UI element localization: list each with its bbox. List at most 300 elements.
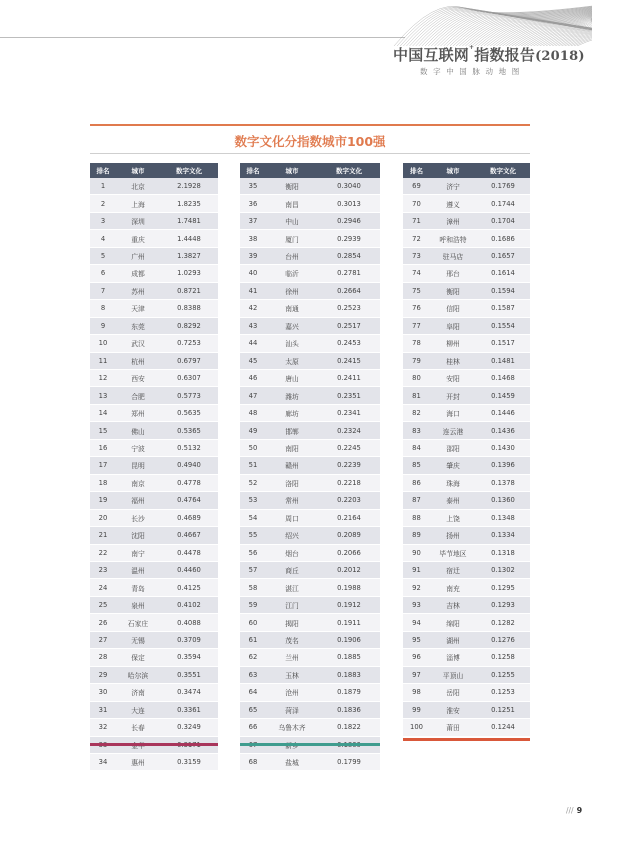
table-row xyxy=(90,178,218,195)
city-cell: 北京 xyxy=(116,178,160,195)
rank-cell: 77 xyxy=(403,317,430,334)
table-row xyxy=(240,631,380,648)
score-cell: 0.2411 xyxy=(318,369,380,386)
city-cell: 连云港 xyxy=(430,422,476,439)
score-cell: 0.1276 xyxy=(476,631,530,648)
score-cell: 0.6797 xyxy=(160,352,218,369)
city-cell: 衡阳 xyxy=(430,282,476,299)
rank-cell: 21 xyxy=(90,527,116,544)
score-cell: 0.3159 xyxy=(160,753,218,770)
city-cell: 湖州 xyxy=(430,631,476,648)
score-cell: 0.3040 xyxy=(318,178,380,195)
table-row xyxy=(90,300,218,317)
score-cell: 1.3827 xyxy=(160,247,218,264)
table-row xyxy=(403,631,530,648)
score-cell: 0.1378 xyxy=(476,474,530,491)
score-cell: 0.5365 xyxy=(160,422,218,439)
city-cell: 洛阳 xyxy=(266,474,318,491)
score-cell: 0.4764 xyxy=(160,492,218,509)
report-title-main: 中国互联网 xyxy=(393,46,470,64)
score-cell: 0.5773 xyxy=(160,387,218,404)
table-row xyxy=(403,282,530,299)
city-cell: 沈阳 xyxy=(116,527,160,544)
rank-cell: 42 xyxy=(240,300,266,317)
rank-cell: 86 xyxy=(403,474,430,491)
city-cell: 徐州 xyxy=(266,282,318,299)
city-cell: 重庆 xyxy=(116,230,160,247)
city-cell: 福州 xyxy=(116,492,160,509)
score-cell: 0.4125 xyxy=(160,579,218,596)
table-row xyxy=(240,701,380,718)
rank-cell: 22 xyxy=(90,544,116,561)
score-cell: 0.4460 xyxy=(160,561,218,578)
table-row xyxy=(240,317,380,334)
table-row xyxy=(90,230,218,247)
score-cell: 0.4102 xyxy=(160,596,218,613)
rank-cell: 14 xyxy=(90,404,116,421)
table-row xyxy=(90,561,218,578)
table-row xyxy=(240,300,380,317)
rank-cell: 36 xyxy=(240,195,266,212)
score-cell: 1.7481 xyxy=(160,212,218,229)
rank-cell: 59 xyxy=(240,596,266,613)
table-row xyxy=(90,527,218,544)
page-marker: /// xyxy=(566,806,574,815)
rank-cell: 82 xyxy=(403,404,430,421)
table-row xyxy=(240,178,380,195)
table-row xyxy=(90,369,218,386)
rank-cell: 16 xyxy=(90,439,116,456)
rank-cell: 2 xyxy=(90,195,116,212)
rank-cell: 89 xyxy=(403,527,430,544)
table-row xyxy=(90,544,218,561)
rank-cell: 1 xyxy=(90,178,116,195)
score-cell: 0.1614 xyxy=(476,265,530,282)
city-cell: 宁波 xyxy=(116,439,160,456)
rank-cell: 45 xyxy=(240,352,266,369)
table-row xyxy=(403,387,530,404)
header-wave-decoration xyxy=(392,0,592,46)
score-cell: 0.1883 xyxy=(318,666,380,683)
rank-cell: 72 xyxy=(403,230,430,247)
table-row xyxy=(403,422,530,439)
rank-cell: 91 xyxy=(403,561,430,578)
score-cell: 0.2854 xyxy=(318,247,380,264)
city-cell: 珠海 xyxy=(430,474,476,491)
city-cell: 南京 xyxy=(116,474,160,491)
city-header: 城市 xyxy=(266,163,318,178)
rank-cell: 19 xyxy=(90,492,116,509)
table-row xyxy=(240,753,380,770)
table-row xyxy=(240,596,380,613)
score-cell: 0.1251 xyxy=(476,701,530,718)
city-cell: 唐山 xyxy=(266,369,318,386)
score-cell: 1.0293 xyxy=(160,265,218,282)
city-cell: 东莞 xyxy=(116,317,160,334)
score-cell: 0.8292 xyxy=(160,317,218,334)
score-header: 数字文化 xyxy=(318,163,380,178)
table-row xyxy=(240,422,380,439)
city-cell: 太原 xyxy=(266,352,318,369)
city-cell: 无锡 xyxy=(116,631,160,648)
score-cell: 0.1348 xyxy=(476,509,530,526)
city-cell: 温州 xyxy=(116,561,160,578)
score-cell: 2.1928 xyxy=(160,178,218,195)
rank-header: 排名 xyxy=(240,163,266,178)
city-cell: 大连 xyxy=(116,701,160,718)
score-cell: 0.1704 xyxy=(476,212,530,229)
score-cell: 0.2946 xyxy=(318,212,380,229)
city-cell: 揭阳 xyxy=(266,614,318,631)
rank-cell: 85 xyxy=(403,457,430,474)
table-row xyxy=(90,352,218,369)
rank-cell: 39 xyxy=(240,247,266,264)
table-row xyxy=(240,561,380,578)
score-cell: 0.2066 xyxy=(318,544,380,561)
rank-cell: 50 xyxy=(240,439,266,456)
table-row xyxy=(240,265,380,282)
rank-cell: 81 xyxy=(403,387,430,404)
city-cell: 玉林 xyxy=(266,666,318,683)
rank-cell: 94 xyxy=(403,614,430,631)
table-row xyxy=(240,335,380,352)
score-cell: 0.1318 xyxy=(476,544,530,561)
score-cell: 0.1293 xyxy=(476,596,530,613)
header-rule xyxy=(0,37,405,38)
city-cell: 哈尔滨 xyxy=(116,666,160,683)
city-cell: 台州 xyxy=(266,247,318,264)
table-row xyxy=(403,457,530,474)
score-cell: 0.8388 xyxy=(160,300,218,317)
page-number-value: 9 xyxy=(576,806,583,815)
rank-cell: 70 xyxy=(403,195,430,212)
table-row xyxy=(240,457,380,474)
score-cell: 0.1554 xyxy=(476,317,530,334)
score-cell: 0.2324 xyxy=(318,422,380,439)
rank-cell: 87 xyxy=(403,492,430,509)
city-cell: 杭州 xyxy=(116,352,160,369)
city-cell: 南宁 xyxy=(116,544,160,561)
rank-cell: 92 xyxy=(403,579,430,596)
score-cell: 0.1446 xyxy=(476,404,530,421)
rank-cell: 44 xyxy=(240,335,266,352)
score-cell: 1.4448 xyxy=(160,230,218,247)
rank-cell: 57 xyxy=(240,561,266,578)
table-row xyxy=(403,684,530,701)
city-cell: 潍坊 xyxy=(266,387,318,404)
table-row xyxy=(403,561,530,578)
city-cell: 泰州 xyxy=(430,492,476,509)
table-row xyxy=(240,684,380,701)
rank-cell: 63 xyxy=(240,666,266,683)
table-row xyxy=(90,631,218,648)
score-cell: 0.3249 xyxy=(160,719,218,736)
city-cell: 乌鲁木齐 xyxy=(266,719,318,736)
city-cell: 兰州 xyxy=(266,649,318,666)
score-cell: 1.8235 xyxy=(160,195,218,212)
city-cell: 保定 xyxy=(116,649,160,666)
city-cell: 扬州 xyxy=(430,527,476,544)
city-cell: 佛山 xyxy=(116,422,160,439)
score-cell: 0.5635 xyxy=(160,404,218,421)
city-cell: 上饶 xyxy=(430,509,476,526)
table-row xyxy=(90,649,218,666)
table-row xyxy=(90,439,218,456)
city-cell: 上海 xyxy=(116,195,160,212)
table-row xyxy=(90,195,218,212)
report-title xyxy=(393,44,583,65)
rank-cell: 99 xyxy=(403,701,430,718)
report-year: (2018) xyxy=(535,49,585,64)
table-row xyxy=(403,335,530,352)
score-cell: 0.2245 xyxy=(318,439,380,456)
table-row xyxy=(240,369,380,386)
score-cell: 0.1459 xyxy=(476,387,530,404)
city-cell: 天津 xyxy=(116,300,160,317)
table-row xyxy=(90,719,218,736)
rank-cell: 51 xyxy=(240,457,266,474)
score-cell: 0.1282 xyxy=(476,614,530,631)
table-row xyxy=(403,300,530,317)
city-cell: 岳阳 xyxy=(430,684,476,701)
score-cell: 0.1587 xyxy=(476,300,530,317)
city-cell: 肇庆 xyxy=(430,457,476,474)
score-cell: 0.1686 xyxy=(476,230,530,247)
table-row xyxy=(403,492,530,509)
score-cell: 0.2939 xyxy=(318,230,380,247)
score-cell: 0.2781 xyxy=(318,265,380,282)
score-cell: 0.6307 xyxy=(160,369,218,386)
table-row xyxy=(90,335,218,352)
score-cell: 0.2341 xyxy=(318,404,380,421)
city-cell: 周口 xyxy=(266,509,318,526)
city-cell: 邯郸 xyxy=(266,422,318,439)
rank-cell: 100 xyxy=(403,719,430,736)
table-row xyxy=(90,387,218,404)
rank-cell: 40 xyxy=(240,265,266,282)
score-cell: 0.1253 xyxy=(476,684,530,701)
rank-cell: 58 xyxy=(240,579,266,596)
city-cell: 合肥 xyxy=(116,387,160,404)
rank-cell: 26 xyxy=(90,614,116,631)
table-row xyxy=(240,544,380,561)
table-row xyxy=(403,247,530,264)
table-row xyxy=(90,701,218,718)
table-row xyxy=(90,614,218,631)
city-cell: 邢台 xyxy=(430,265,476,282)
score-cell: 0.2239 xyxy=(318,457,380,474)
score-cell: 0.1911 xyxy=(318,614,380,631)
score-cell: 0.3594 xyxy=(160,649,218,666)
city-cell: 南充 xyxy=(430,579,476,596)
rank-cell: 65 xyxy=(240,701,266,718)
rank-cell: 96 xyxy=(403,649,430,666)
city-cell: 郑州 xyxy=(116,404,160,421)
table-row xyxy=(240,509,380,526)
score-cell: 0.1769 xyxy=(476,178,530,195)
rank-cell: 78 xyxy=(403,335,430,352)
city-cell: 厦门 xyxy=(266,230,318,247)
score-cell: 0.1822 xyxy=(318,719,380,736)
score-cell: 0.1468 xyxy=(476,369,530,386)
score-cell: 0.4667 xyxy=(160,527,218,544)
rank-cell: 3 xyxy=(90,212,116,229)
rank-cell: 80 xyxy=(403,369,430,386)
score-cell: 0.1744 xyxy=(476,195,530,212)
table-row xyxy=(240,579,380,596)
city-header: 城市 xyxy=(430,163,476,178)
city-cell: 菏泽 xyxy=(266,701,318,718)
score-cell: 0.2351 xyxy=(318,387,380,404)
city-cell: 遵义 xyxy=(430,195,476,212)
score-cell: 0.4689 xyxy=(160,509,218,526)
rank-cell: 56 xyxy=(240,544,266,561)
score-cell: 0.4778 xyxy=(160,474,218,491)
score-cell: 0.2415 xyxy=(318,352,380,369)
rank-cell: 79 xyxy=(403,352,430,369)
city-cell: 深圳 xyxy=(116,212,160,229)
table-row xyxy=(240,230,380,247)
rank-cell: 74 xyxy=(403,265,430,282)
rank-cell: 31 xyxy=(90,701,116,718)
score-cell: 0.3013 xyxy=(318,195,380,212)
rank-cell: 20 xyxy=(90,509,116,526)
table-row xyxy=(403,404,530,421)
city-cell: 邵阳 xyxy=(430,439,476,456)
table-row xyxy=(90,212,218,229)
rank-cell: 8 xyxy=(90,300,116,317)
score-cell: 0.1517 xyxy=(476,335,530,352)
city-cell: 济南 xyxy=(116,684,160,701)
rank-cell: 52 xyxy=(240,474,266,491)
score-cell: 0.2012 xyxy=(318,561,380,578)
rank-cell: 43 xyxy=(240,317,266,334)
table-row xyxy=(90,457,218,474)
score-cell: 0.1988 xyxy=(318,579,380,596)
city-cell: 海口 xyxy=(430,404,476,421)
table-row xyxy=(240,649,380,666)
table-row xyxy=(90,317,218,334)
score-cell: 0.3361 xyxy=(160,701,218,718)
city-cell: 南通 xyxy=(266,300,318,317)
city-cell: 武汉 xyxy=(116,335,160,352)
rank-cell: 23 xyxy=(90,561,116,578)
city-cell: 常州 xyxy=(266,492,318,509)
table-row xyxy=(403,195,530,212)
score-cell: 0.4478 xyxy=(160,544,218,561)
city-cell: 安阳 xyxy=(430,369,476,386)
city-cell: 阜阳 xyxy=(430,317,476,334)
rank-cell: 97 xyxy=(403,666,430,683)
rank-cell: 10 xyxy=(90,335,116,352)
table-row xyxy=(403,579,530,596)
rank-cell: 73 xyxy=(403,247,430,264)
table-row xyxy=(90,492,218,509)
table-row xyxy=(240,527,380,544)
rank-cell: 27 xyxy=(90,631,116,648)
rank-cell: 83 xyxy=(403,422,430,439)
table-row xyxy=(90,404,218,421)
city-cell: 济宁 xyxy=(430,178,476,195)
score-cell: 0.1360 xyxy=(476,492,530,509)
score-header: 数字文化 xyxy=(476,163,530,178)
city-cell: 赣州 xyxy=(266,457,318,474)
report-title-rest: 指数报告 xyxy=(474,46,536,64)
table-row xyxy=(403,701,530,718)
score-cell: 0.1302 xyxy=(476,561,530,578)
report-subtitle: 数字中国脉动地图 xyxy=(420,67,525,76)
table-1-accent-bar xyxy=(90,743,218,746)
rank-cell: 13 xyxy=(90,387,116,404)
city-cell: 沧州 xyxy=(266,684,318,701)
score-cell: 0.7253 xyxy=(160,335,218,352)
city-cell: 柳州 xyxy=(430,335,476,352)
table-row xyxy=(403,544,530,561)
table-row xyxy=(403,527,530,544)
rank-header: 排名 xyxy=(403,163,430,178)
city-cell: 漳州 xyxy=(430,212,476,229)
score-cell: 0.2664 xyxy=(318,282,380,299)
rank-cell: 54 xyxy=(240,509,266,526)
city-cell: 淮安 xyxy=(430,701,476,718)
city-cell: 湛江 xyxy=(266,579,318,596)
city-cell: 莆田 xyxy=(430,719,476,736)
city-cell: 绵阳 xyxy=(430,614,476,631)
score-cell: 0.2203 xyxy=(318,492,380,509)
rank-cell: 17 xyxy=(90,457,116,474)
table-row xyxy=(90,666,218,683)
rank-cell: 49 xyxy=(240,422,266,439)
rank-cell: 35 xyxy=(240,178,266,195)
rank-header: 排名 xyxy=(90,163,116,178)
rank-cell: 71 xyxy=(403,212,430,229)
rank-cell: 64 xyxy=(240,684,266,701)
rank-cell: 5 xyxy=(90,247,116,264)
score-cell: 0.1255 xyxy=(476,666,530,683)
city-cell: 廊坊 xyxy=(266,404,318,421)
rank-cell: 75 xyxy=(403,282,430,299)
rank-cell: 60 xyxy=(240,614,266,631)
table-row xyxy=(240,492,380,509)
score-cell: 0.1436 xyxy=(476,422,530,439)
score-cell: 0.1334 xyxy=(476,527,530,544)
city-cell: 衡阳 xyxy=(266,178,318,195)
city-cell: 汕头 xyxy=(266,335,318,352)
city-cell: 临沂 xyxy=(266,265,318,282)
city-cell: 茂名 xyxy=(266,631,318,648)
table-row xyxy=(403,719,530,736)
table-row xyxy=(90,579,218,596)
city-cell: 南阳 xyxy=(266,439,318,456)
rank-cell: 9 xyxy=(90,317,116,334)
table-row xyxy=(90,265,218,282)
score-cell: 0.2089 xyxy=(318,527,380,544)
score-cell: 0.1836 xyxy=(318,701,380,718)
rank-cell: 34 xyxy=(90,753,116,770)
score-cell: 0.1657 xyxy=(476,247,530,264)
rank-cell: 84 xyxy=(403,439,430,456)
city-cell: 开封 xyxy=(430,387,476,404)
city-cell: 昆明 xyxy=(116,457,160,474)
score-cell: 0.3709 xyxy=(160,631,218,648)
score-cell: 0.3551 xyxy=(160,666,218,683)
rank-cell: 12 xyxy=(90,369,116,386)
score-cell: 0.1295 xyxy=(476,579,530,596)
score-header: 数字文化 xyxy=(160,163,218,178)
table-row xyxy=(240,474,380,491)
rank-cell: 95 xyxy=(403,631,430,648)
score-cell: 0.2517 xyxy=(318,317,380,334)
